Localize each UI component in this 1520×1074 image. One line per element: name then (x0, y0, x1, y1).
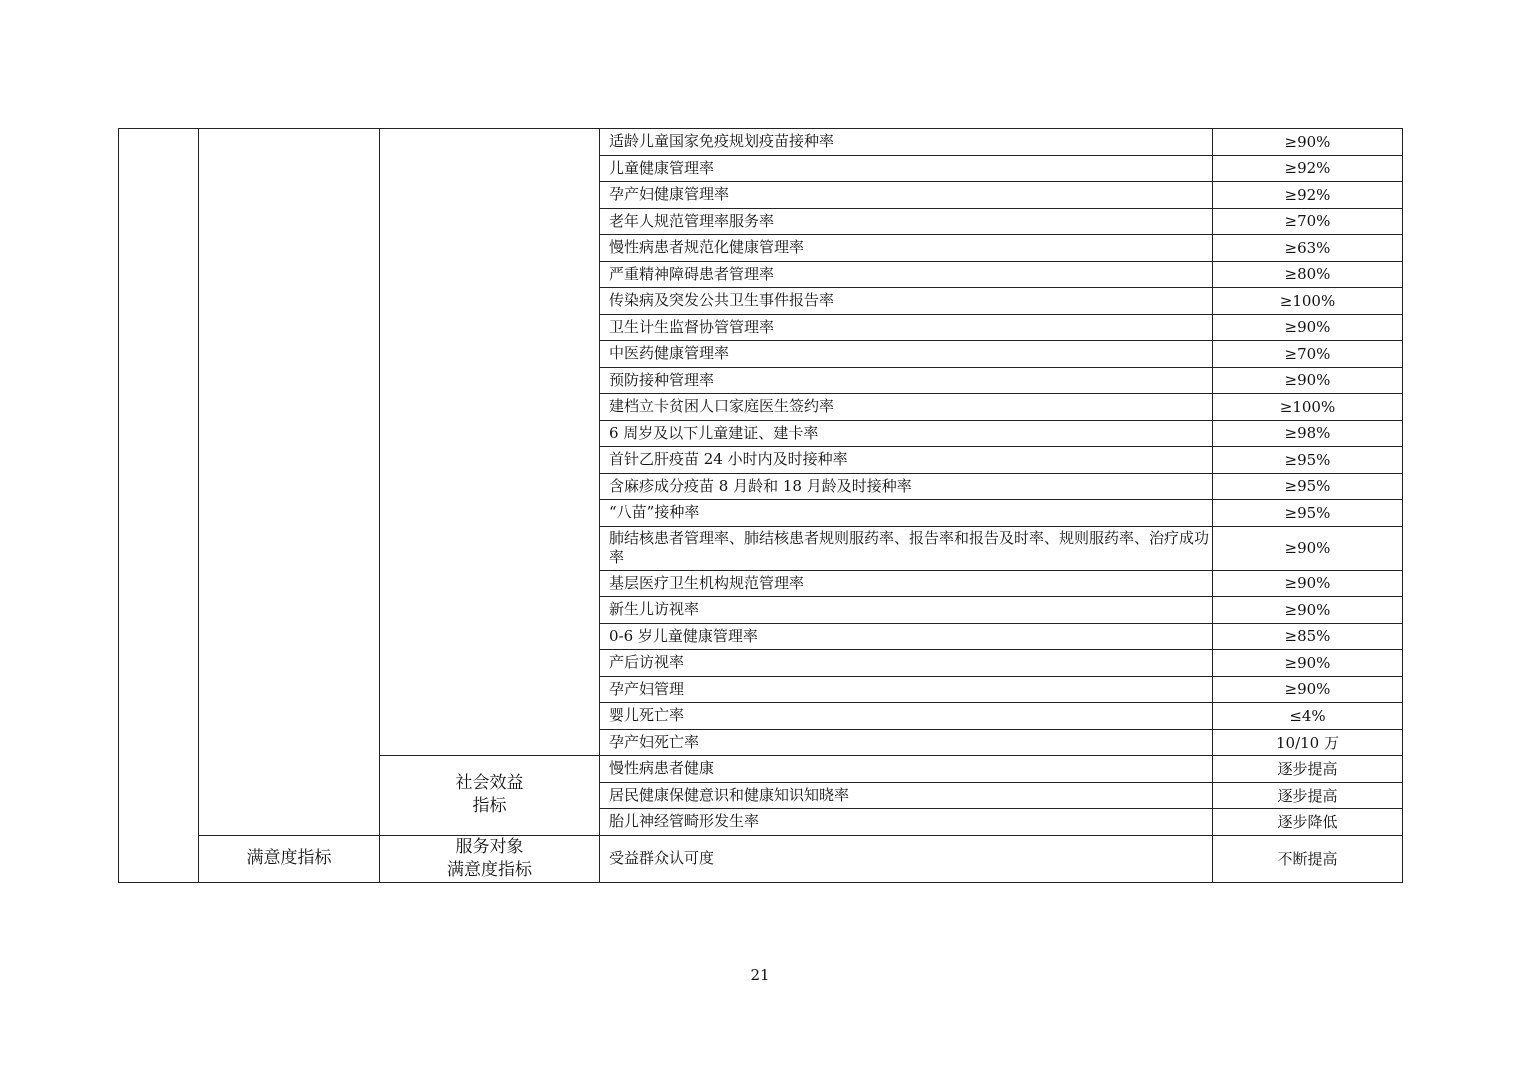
value-cell: ≥63% (1213, 235, 1403, 262)
value-cell: 逐步提高 (1213, 782, 1403, 809)
value-cell: ≥80% (1213, 261, 1403, 288)
outer-category-cell (119, 129, 199, 883)
value-cell: ≤4% (1213, 703, 1403, 730)
value-cell: ≥90% (1213, 129, 1403, 156)
performance-indicator-table (118, 128, 1403, 883)
value-cell: ≥70% (1213, 341, 1403, 368)
satisfaction-category: 满意度指标 (199, 835, 380, 882)
satisfaction-label-line2: 满意度指标 (447, 859, 532, 880)
level1-category-cell (199, 129, 380, 836)
value-cell: ≥70% (1213, 208, 1403, 235)
indicator-cell: 首针乙肝疫苗 24 小时内及时接种率 (600, 447, 1213, 474)
social-benefit-label-line2: 指标 (472, 796, 507, 817)
value-cell: ≥90% (1213, 570, 1403, 597)
value-cell: ≥100% (1213, 288, 1403, 315)
value-cell: 不断提高 (1213, 835, 1403, 882)
value-cell: ≥92% (1213, 155, 1403, 182)
page-number: 21 (750, 966, 770, 984)
indicator-cell: 婴儿死亡率 (600, 703, 1213, 730)
indicator-cell: “八苗”接种率 (600, 500, 1213, 527)
value-cell: ≥95% (1213, 473, 1403, 500)
social-benefit-label-line1: 社会效益 (455, 773, 524, 794)
indicator-cell: 基层医疗卫生机构规范管理率 (600, 570, 1213, 597)
value-cell: ≥85% (1213, 623, 1403, 650)
indicator-cell: 慢性病患者规范化健康管理率 (600, 235, 1213, 262)
value-cell: ≥90% (1213, 676, 1403, 703)
indicator-cell: 6 周岁及以下儿童建证、建卡率 (600, 420, 1213, 447)
indicator-cell: 严重精神障碍患者管理率 (600, 261, 1213, 288)
satisfaction-subcategory (380, 835, 600, 882)
value-cell: ≥95% (1213, 447, 1403, 474)
indicator-cell: 受益群众认可度 (600, 835, 1213, 882)
value-cell: ≥90% (1213, 314, 1403, 341)
value-cell: 逐步降低 (1213, 809, 1403, 836)
value-cell: ≥90% (1213, 526, 1403, 570)
indicator-cell: 居民健康保健意识和健康知识知晓率 (600, 782, 1213, 809)
value-cell: ≥92% (1213, 182, 1403, 209)
indicator-cell: 新生儿访视率 (600, 597, 1213, 624)
social-benefit-category (380, 756, 600, 836)
indicator-cell: 建档立卡贫困人口家庭医生签约率 (600, 394, 1213, 421)
indicator-cell: 中医药健康管理率 (600, 341, 1213, 368)
indicator-cell: 预防接种管理率 (600, 367, 1213, 394)
indicator-cell: 适龄儿童国家免疫规划疫苗接种率 (600, 129, 1213, 156)
indicator-cell: 传染病及突发公共卫生事件报告率 (600, 288, 1213, 315)
indicator-cell: 含麻疹成分疫苗 8 月龄和 18 月龄及时接种率 (600, 473, 1213, 500)
value-cell: ≥90% (1213, 367, 1403, 394)
indicator-cell: 孕产妇健康管理率 (600, 182, 1213, 209)
table-row (119, 835, 1403, 882)
value-cell: 10/10 万 (1213, 729, 1403, 756)
value-cell: ≥90% (1213, 597, 1403, 624)
value-cell: 逐步提高 (1213, 756, 1403, 783)
indicator-cell: 慢性病患者健康 (600, 756, 1213, 783)
satisfaction-label-line1: 服务对象 (455, 836, 524, 857)
indicator-cell: 孕产妇管理 (600, 676, 1213, 703)
indicator-cell: 孕产妇死亡率 (600, 729, 1213, 756)
indicator-cell: 肺结核患者管理率、肺结核患者规则服药率、报告率和报告及时率、规则服药率、治疗成功率 (600, 526, 1213, 570)
value-cell: ≥95% (1213, 500, 1403, 527)
indicator-cell: 卫生计生监督协管管理率 (600, 314, 1213, 341)
indicator-cell: 老年人规范管理率服务率 (600, 208, 1213, 235)
value-cell: ≥100% (1213, 394, 1403, 421)
indicator-cell: 儿童健康管理率 (600, 155, 1213, 182)
indicator-cell: 胎儿神经管畸形发生率 (600, 809, 1213, 836)
indicator-cell: 产后访视率 (600, 650, 1213, 677)
level2-category-cell (380, 129, 600, 756)
table-row (119, 129, 1403, 156)
value-cell: ≥98% (1213, 420, 1403, 447)
value-cell: ≥90% (1213, 650, 1403, 677)
indicator-cell: 0-6 岁儿童健康管理率 (600, 623, 1213, 650)
